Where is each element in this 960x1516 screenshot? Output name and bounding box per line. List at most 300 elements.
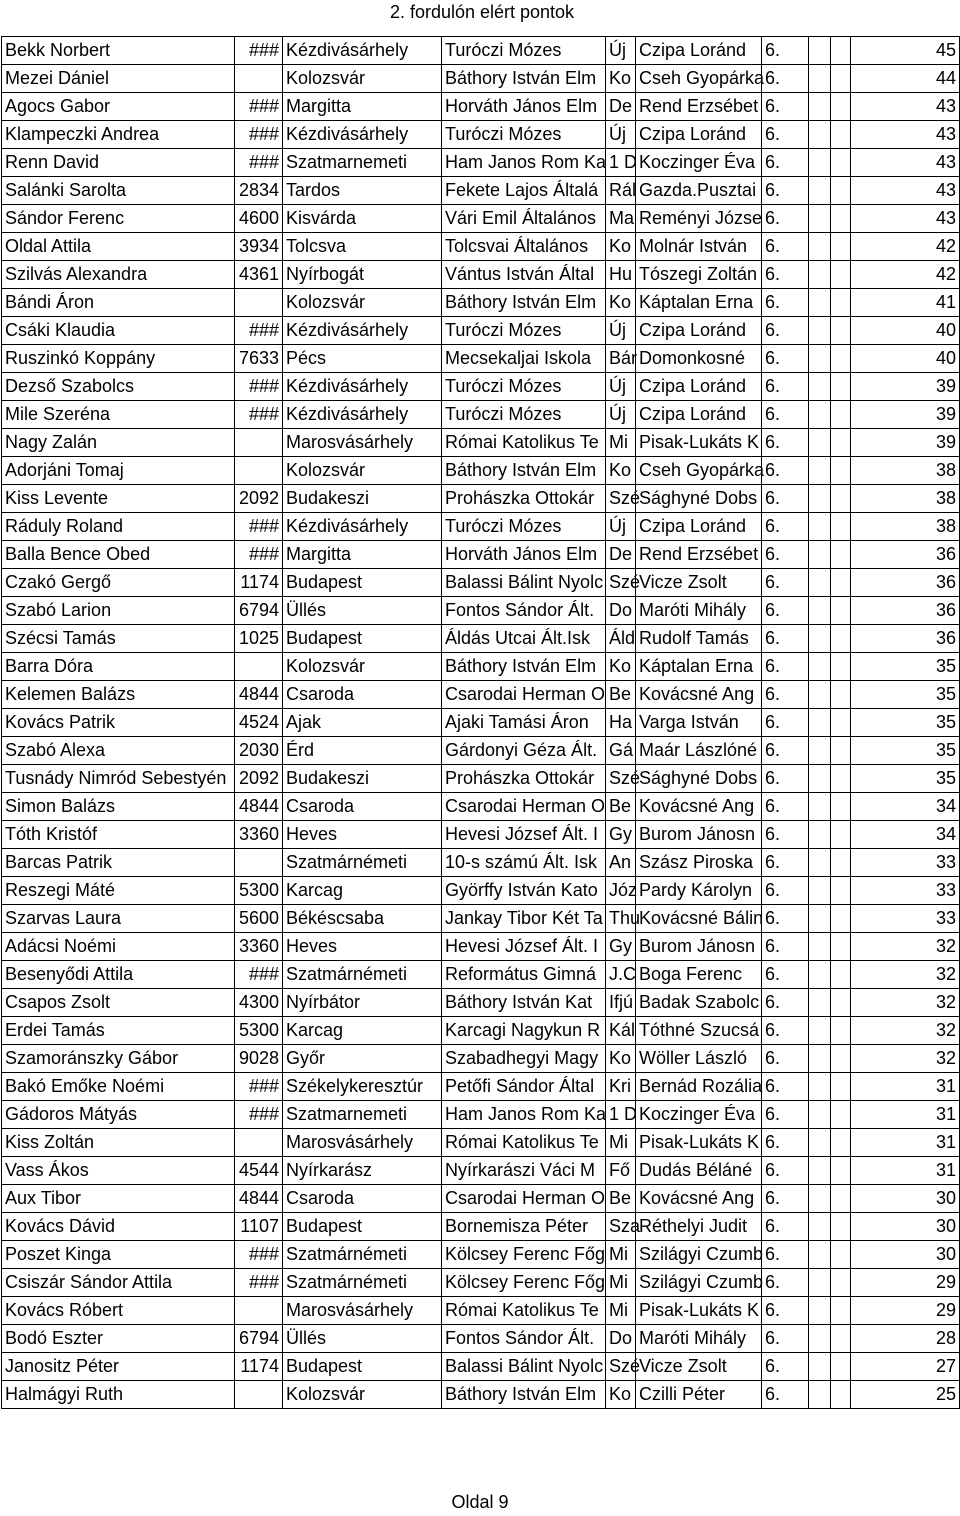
- cell-school: Kölcsey Ferenc Főg: [442, 1269, 606, 1297]
- cell-zip: [235, 1129, 283, 1157]
- cell-teacher: Rend Erzsébet: [636, 93, 762, 121]
- cell-school: Római Katolikus Te: [442, 429, 606, 457]
- cell-score: 32: [851, 1017, 960, 1045]
- cell-blank2: [831, 625, 851, 653]
- cell-addr: Szé: [606, 485, 636, 513]
- cell-name: Balla Bence Obed: [2, 541, 235, 569]
- cell-name: Szilvás Alexandra: [2, 261, 235, 289]
- cell-name: Barra Dóra: [2, 653, 235, 681]
- cell-score: 30: [851, 1185, 960, 1213]
- cell-zip: [235, 457, 283, 485]
- cell-grade: 6.: [762, 1017, 809, 1045]
- cell-school: Petőfi Sándor Által: [442, 1073, 606, 1101]
- table-row: [2, 1157, 960, 1185]
- cell-school: Fekete Lajos Általá: [442, 177, 606, 205]
- cell-grade: 6.: [762, 961, 809, 989]
- page-title: 2. fordulón elért pontok: [389, 2, 575, 22]
- cell-teacher: Szilágyi Czumb: [636, 1269, 762, 1297]
- cell-teacher: Kovácsné Ang: [636, 681, 762, 709]
- cell-addr: Új: [606, 37, 636, 65]
- cell-school: Áldás Utcai Ált.Isk: [442, 625, 606, 653]
- cell-school: 10-s számú Ált. Isk: [442, 849, 606, 877]
- cell-zip: 3360: [235, 821, 283, 849]
- cell-school: Turóczi Mózes: [442, 317, 606, 345]
- cell-addr: Mi: [606, 1241, 636, 1269]
- cell-school: Ajaki Tamási Áron: [442, 709, 606, 737]
- cell-blank2: [831, 597, 851, 625]
- table-row: [2, 1045, 960, 1073]
- cell-zip: 4844: [235, 681, 283, 709]
- cell-school: Ham Janos Rom Ka: [442, 1101, 606, 1129]
- cell-city: Marosvásárhely: [283, 429, 442, 457]
- cell-blank2: [831, 401, 851, 429]
- cell-school: Báthory István Elm: [442, 653, 606, 681]
- cell-school: Református Gimná: [442, 961, 606, 989]
- table-row: [2, 1017, 960, 1045]
- cell-blank1: [809, 513, 831, 541]
- cell-blank1: [809, 849, 831, 877]
- cell-blank1: [809, 1157, 831, 1185]
- cell-name: Bakó Emőke Noémi: [2, 1073, 235, 1101]
- table-row: [2, 373, 960, 401]
- cell-blank1: [809, 597, 831, 625]
- cell-score: 38: [851, 457, 960, 485]
- cell-blank2: [831, 373, 851, 401]
- cell-blank1: [809, 93, 831, 121]
- cell-teacher: Molnár István: [636, 233, 762, 261]
- cell-zip: 3360: [235, 933, 283, 961]
- table-row: [2, 233, 960, 261]
- cell-name: Besenyődi Attila: [2, 961, 235, 989]
- cell-name: Renn David: [2, 149, 235, 177]
- cell-zip: ###: [235, 513, 283, 541]
- cell-name: Szamoránszky Gábor: [2, 1045, 235, 1073]
- cell-blank1: [809, 457, 831, 485]
- cell-score: 34: [851, 793, 960, 821]
- cell-city: Nyírbogát: [283, 261, 442, 289]
- cell-teacher: Bernád Rozália: [636, 1073, 762, 1101]
- cell-city: Székelykeresztúr: [283, 1073, 442, 1101]
- table-row: [2, 1073, 960, 1101]
- cell-zip: 5300: [235, 877, 283, 905]
- cell-zip: 9028: [235, 1045, 283, 1073]
- cell-city: Margitta: [283, 541, 442, 569]
- cell-score: 35: [851, 737, 960, 765]
- cell-school: Fontos Sándor Ált.: [442, 1325, 606, 1353]
- cell-blank1: [809, 317, 831, 345]
- cell-blank1: [809, 1353, 831, 1381]
- cell-blank2: [831, 793, 851, 821]
- cell-addr: Ko: [606, 233, 636, 261]
- cell-name: Bekk Norbert: [2, 37, 235, 65]
- cell-zip: [235, 1297, 283, 1325]
- cell-name: Halmágyi Ruth: [2, 1381, 235, 1409]
- table-row: [2, 933, 960, 961]
- table-row: [2, 793, 960, 821]
- cell-name: Vass Ákos: [2, 1157, 235, 1185]
- table-row: [2, 821, 960, 849]
- cell-city: Szatmarnemeti: [283, 149, 442, 177]
- table-row: [2, 289, 960, 317]
- table-row: [2, 121, 960, 149]
- cell-city: Csaroda: [283, 1185, 442, 1213]
- table-row: [2, 905, 960, 933]
- table-row: [2, 709, 960, 737]
- cell-city: Budakeszi: [283, 485, 442, 513]
- cell-score: 36: [851, 541, 960, 569]
- cell-zip: [235, 65, 283, 93]
- cell-name: Aux Tibor: [2, 1185, 235, 1213]
- cell-addr: An: [606, 849, 636, 877]
- cell-addr: Szé: [606, 1353, 636, 1381]
- table-row: [2, 653, 960, 681]
- cell-teacher: Kovácsné Ang: [636, 793, 762, 821]
- cell-score: 43: [851, 177, 960, 205]
- cell-score: 31: [851, 1073, 960, 1101]
- cell-addr: Gá: [606, 737, 636, 765]
- cell-grade: 6.: [762, 877, 809, 905]
- table-row: [2, 737, 960, 765]
- cell-addr: Thu: [606, 905, 636, 933]
- cell-zip: 4544: [235, 1157, 283, 1185]
- cell-city: Csaroda: [283, 793, 442, 821]
- cell-teacher: Vicze Zsolt: [636, 1353, 762, 1381]
- cell-teacher: Sághyné Dobs: [636, 765, 762, 793]
- cell-score: 25: [851, 1381, 960, 1409]
- cell-teacher: Badak Szabolc: [636, 989, 762, 1017]
- cell-blank2: [831, 905, 851, 933]
- cell-score: 36: [851, 597, 960, 625]
- table-row: [2, 597, 960, 625]
- cell-city: Kolozsvár: [283, 1381, 442, 1409]
- cell-zip: 7633: [235, 345, 283, 373]
- cell-city: Nyírbátor: [283, 989, 442, 1017]
- cell-school: Horváth János Elm: [442, 541, 606, 569]
- cell-addr: Ko: [606, 65, 636, 93]
- cell-teacher: Domonkosné: [636, 345, 762, 373]
- cell-blank2: [831, 1017, 851, 1045]
- cell-zip: ###: [235, 961, 283, 989]
- cell-city: Heves: [283, 821, 442, 849]
- cell-blank1: [809, 933, 831, 961]
- cell-name: Poszet Kinga: [2, 1241, 235, 1269]
- cell-city: Budapest: [283, 569, 442, 597]
- cell-score: 43: [851, 93, 960, 121]
- cell-score: 33: [851, 849, 960, 877]
- cell-zip: ###: [235, 401, 283, 429]
- cell-blank2: [831, 233, 851, 261]
- cell-zip: ###: [235, 1101, 283, 1129]
- cell-grade: 6.: [762, 1241, 809, 1269]
- cell-school: Turóczi Mózes: [442, 121, 606, 149]
- cell-grade: 6.: [762, 1269, 809, 1297]
- cell-teacher: Rudolf Tamás: [636, 625, 762, 653]
- cell-zip: ###: [235, 93, 283, 121]
- cell-blank1: [809, 177, 831, 205]
- cell-score: 36: [851, 569, 960, 597]
- cell-addr: Ko: [606, 457, 636, 485]
- cell-blank1: [809, 877, 831, 905]
- cell-school: Római Katolikus Te: [442, 1297, 606, 1325]
- cell-blank2: [831, 93, 851, 121]
- cell-grade: 6.: [762, 401, 809, 429]
- cell-blank2: [831, 1073, 851, 1101]
- cell-school: Hevesi József Ált. I: [442, 933, 606, 961]
- cell-grade: 6.: [762, 765, 809, 793]
- cell-name: Tóth Kristóf: [2, 821, 235, 849]
- cell-teacher: Reményi Józse: [636, 205, 762, 233]
- cell-score: 40: [851, 317, 960, 345]
- cell-teacher: Maár Lászlóné: [636, 737, 762, 765]
- cell-school: Szabadhegyi Magy: [442, 1045, 606, 1073]
- cell-blank2: [831, 261, 851, 289]
- cell-score: 39: [851, 401, 960, 429]
- cell-score: 32: [851, 961, 960, 989]
- cell-grade: 6.: [762, 93, 809, 121]
- cell-school: Bornemisza Péter: [442, 1213, 606, 1241]
- cell-name: Sándor Ferenc: [2, 205, 235, 233]
- cell-addr: De: [606, 93, 636, 121]
- cell-zip: 1025: [235, 625, 283, 653]
- cell-addr: Új: [606, 513, 636, 541]
- cell-score: 28: [851, 1325, 960, 1353]
- table-row: [2, 541, 960, 569]
- cell-name: Adácsi Noémi: [2, 933, 235, 961]
- cell-name: Mile Szeréna: [2, 401, 235, 429]
- table-row: [2, 401, 960, 429]
- cell-blank2: [831, 457, 851, 485]
- cell-grade: 6.: [762, 989, 809, 1017]
- cell-name: Agocs Gabor: [2, 93, 235, 121]
- table-row: [2, 1381, 960, 1409]
- cell-name: Kovács Patrik: [2, 709, 235, 737]
- cell-school: Turóczi Mózes: [442, 37, 606, 65]
- cell-city: Szatmárnémeti: [283, 849, 442, 877]
- cell-grade: 6.: [762, 1073, 809, 1101]
- cell-city: Kolozsvár: [283, 289, 442, 317]
- cell-blank1: [809, 821, 831, 849]
- cell-addr: Ifjú: [606, 989, 636, 1017]
- cell-name: Gádoros Mátyás: [2, 1101, 235, 1129]
- cell-addr: Ko: [606, 653, 636, 681]
- cell-city: Kolozsvár: [283, 457, 442, 485]
- cell-blank2: [831, 849, 851, 877]
- cell-city: Tolcsva: [283, 233, 442, 261]
- cell-zip: 4300: [235, 989, 283, 1017]
- table-row: [2, 1101, 960, 1129]
- cell-score: 42: [851, 233, 960, 261]
- cell-grade: 6.: [762, 681, 809, 709]
- cell-name: Adorjáni Tomaj: [2, 457, 235, 485]
- table-row: [2, 345, 960, 373]
- cell-school: Mecsekaljai Iskola: [442, 345, 606, 373]
- cell-grade: 6.: [762, 541, 809, 569]
- cell-blank2: [831, 289, 851, 317]
- cell-name: Kelemen Balázs: [2, 681, 235, 709]
- cell-teacher: Maróti Mihály: [636, 1325, 762, 1353]
- cell-zip: ###: [235, 1269, 283, 1297]
- cell-blank2: [831, 485, 851, 513]
- table-row: [2, 681, 960, 709]
- cell-city: Tardos: [283, 177, 442, 205]
- table-row: [2, 625, 960, 653]
- cell-blank2: [831, 1101, 851, 1129]
- cell-city: Ajak: [283, 709, 442, 737]
- cell-zip: 1107: [235, 1213, 283, 1241]
- cell-teacher: Gazda.Pusztai: [636, 177, 762, 205]
- cell-addr: Áld: [606, 625, 636, 653]
- cell-score: 31: [851, 1157, 960, 1185]
- cell-school: Csarodai Herman O: [442, 793, 606, 821]
- cell-addr: 1 D: [606, 1101, 636, 1129]
- cell-grade: 6.: [762, 121, 809, 149]
- cell-zip: ###: [235, 373, 283, 401]
- cell-teacher: Dudás Béláné: [636, 1157, 762, 1185]
- table-row: [2, 765, 960, 793]
- cell-blank2: [831, 177, 851, 205]
- cell-school: Györffy István Kato: [442, 877, 606, 905]
- cell-city: Kézdivásárhely: [283, 513, 442, 541]
- cell-addr: Új: [606, 317, 636, 345]
- cell-school: Báthory István Elm: [442, 1381, 606, 1409]
- cell-grade: 6.: [762, 149, 809, 177]
- cell-blank2: [831, 1297, 851, 1325]
- cell-teacher: Pardy Károlyn: [636, 877, 762, 905]
- cell-school: Báthory István Kat: [442, 989, 606, 1017]
- cell-blank2: [831, 653, 851, 681]
- cell-name: Dezső Szabolcs: [2, 373, 235, 401]
- cell-blank1: [809, 205, 831, 233]
- cell-grade: 6.: [762, 345, 809, 373]
- cell-grade: 6.: [762, 317, 809, 345]
- cell-score: 43: [851, 205, 960, 233]
- cell-school: Karcagi Nagykun R: [442, 1017, 606, 1045]
- cell-grade: 6.: [762, 1157, 809, 1185]
- cell-name: Erdei Tamás: [2, 1017, 235, 1045]
- cell-score: 38: [851, 485, 960, 513]
- cell-zip: [235, 653, 283, 681]
- cell-grade: 6.: [762, 513, 809, 541]
- cell-name: Klampeczki Andrea: [2, 121, 235, 149]
- cell-score: 43: [851, 121, 960, 149]
- cell-blank2: [831, 121, 851, 149]
- cell-city: Szatmárnémeti: [283, 1269, 442, 1297]
- cell-school: Vári Emil Általános: [442, 205, 606, 233]
- cell-teacher: Burom Jánosn: [636, 933, 762, 961]
- cell-blank2: [831, 933, 851, 961]
- cell-score: 32: [851, 989, 960, 1017]
- cell-blank2: [831, 821, 851, 849]
- cell-blank1: [809, 261, 831, 289]
- cell-city: Marosvásárhely: [283, 1129, 442, 1157]
- cell-addr: J.C: [606, 961, 636, 989]
- cell-blank2: [831, 205, 851, 233]
- cell-city: Margitta: [283, 93, 442, 121]
- cell-score: 40: [851, 345, 960, 373]
- results-table: [1, 36, 960, 1409]
- cell-addr: Kri: [606, 1073, 636, 1101]
- cell-zip: ###: [235, 317, 283, 345]
- cell-grade: 6.: [762, 1045, 809, 1073]
- cell-blank1: [809, 1241, 831, 1269]
- cell-blank1: [809, 1325, 831, 1353]
- cell-name: Szabó Alexa: [2, 737, 235, 765]
- table-row: [2, 1185, 960, 1213]
- cell-teacher: Burom Jánosn: [636, 821, 762, 849]
- cell-city: Kézdivásárhely: [283, 317, 442, 345]
- cell-teacher: Czilli Péter: [636, 1381, 762, 1409]
- cell-blank1: [809, 961, 831, 989]
- table-row: [2, 1269, 960, 1297]
- cell-blank2: [831, 681, 851, 709]
- cell-blank1: [809, 233, 831, 261]
- cell-blank2: [831, 513, 851, 541]
- cell-school: Báthory István Elm: [442, 457, 606, 485]
- cell-teacher: Káptalan Erna: [636, 653, 762, 681]
- cell-zip: 2834: [235, 177, 283, 205]
- cell-blank1: [809, 1101, 831, 1129]
- cell-zip: 4844: [235, 793, 283, 821]
- cell-blank1: [809, 65, 831, 93]
- cell-name: Kovács Róbert: [2, 1297, 235, 1325]
- cell-score: 44: [851, 65, 960, 93]
- cell-teacher: Czipa Loránd: [636, 401, 762, 429]
- cell-city: Budapest: [283, 1213, 442, 1241]
- cell-name: Csiszár Sándor Attila: [2, 1269, 235, 1297]
- table-row: [2, 149, 960, 177]
- cell-teacher: Czipa Loránd: [636, 513, 762, 541]
- cell-school: Ham Janos Rom Ka: [442, 149, 606, 177]
- cell-school: Turóczi Mózes: [442, 373, 606, 401]
- cell-city: Budapest: [283, 1353, 442, 1381]
- cell-addr: Rál: [606, 177, 636, 205]
- cell-teacher: Czipa Loránd: [636, 373, 762, 401]
- cell-blank1: [809, 373, 831, 401]
- cell-blank1: [809, 429, 831, 457]
- cell-name: Szarvas Laura: [2, 905, 235, 933]
- cell-grade: 6.: [762, 653, 809, 681]
- cell-addr: Új: [606, 373, 636, 401]
- cell-school: Kölcsey Ferenc Főg: [442, 1241, 606, 1269]
- cell-score: 31: [851, 1129, 960, 1157]
- cell-blank2: [831, 737, 851, 765]
- cell-blank2: [831, 1213, 851, 1241]
- cell-score: 35: [851, 653, 960, 681]
- cell-teacher: Sághyné Dobs: [636, 485, 762, 513]
- cell-name: Czakó Gergő: [2, 569, 235, 597]
- cell-teacher: Cseh Gyopárka: [636, 457, 762, 485]
- cell-school: Balassi Bálint Nyolc: [442, 1353, 606, 1381]
- cell-teacher: Vicze Zsolt: [636, 569, 762, 597]
- cell-addr: Új: [606, 121, 636, 149]
- cell-grade: 6.: [762, 233, 809, 261]
- cell-name: Salánki Sarolta: [2, 177, 235, 205]
- cell-addr: Gy: [606, 821, 636, 849]
- cell-school: Horváth János Elm: [442, 93, 606, 121]
- cell-addr: Szé: [606, 765, 636, 793]
- cell-blank1: [809, 793, 831, 821]
- cell-blank1: [809, 1381, 831, 1409]
- cell-city: Nyírkarász: [283, 1157, 442, 1185]
- cell-addr: Ma: [606, 205, 636, 233]
- cell-grade: 6.: [762, 1297, 809, 1325]
- cell-blank1: [809, 989, 831, 1017]
- cell-zip: 1174: [235, 1353, 283, 1381]
- table-row: [2, 177, 960, 205]
- cell-blank1: [809, 709, 831, 737]
- cell-teacher: Maróti Mihály: [636, 597, 762, 625]
- cell-zip: 4524: [235, 709, 283, 737]
